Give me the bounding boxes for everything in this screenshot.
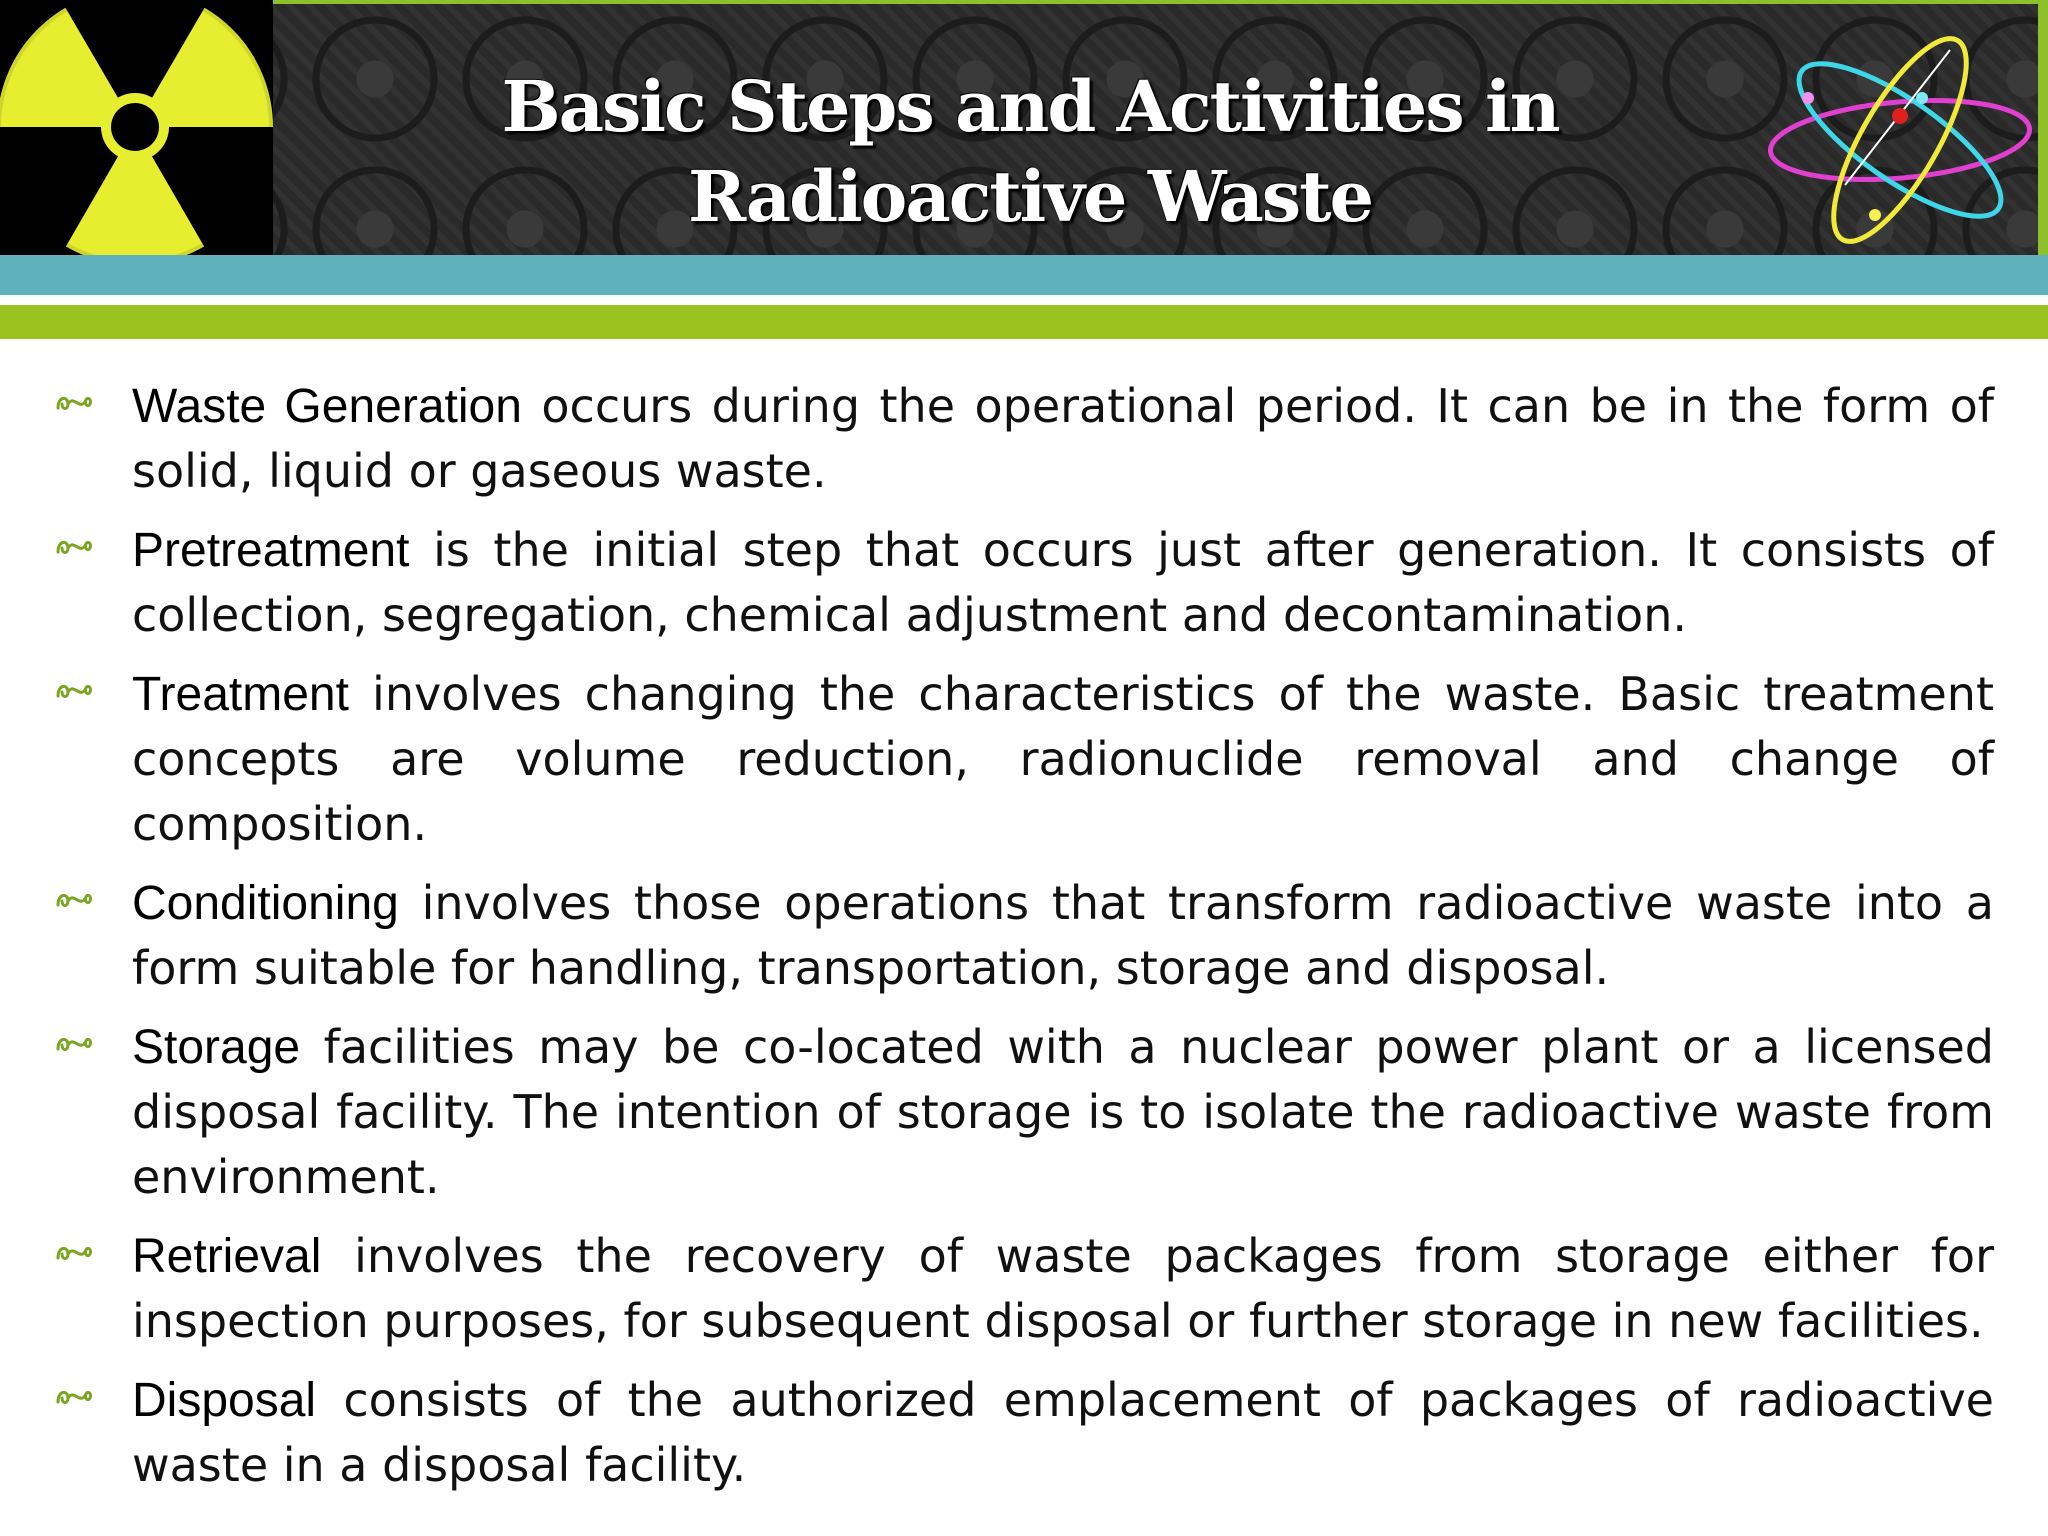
- list-item-pretreatment: [54, 518, 1994, 648]
- title-line-2: Radioactive Waste: [687, 155, 1372, 238]
- list-item-treatment: [54, 662, 1994, 857]
- scroll-bullet-icon: [54, 1027, 94, 1057]
- divider-gap: [0, 295, 2048, 305]
- item-text: involves the recovery of waste packages from storage either for inspection purposes, for subsequent disposal or further storage in new facilities.: [132, 1229, 1994, 1348]
- item-text: involves changing the characteristics of the waste. Basic treatment concepts are volume reduction, radionuclide removal and change of composition.: [132, 667, 1994, 851]
- item-term: Storage: [132, 1021, 301, 1074]
- scroll-bullet-icon: [54, 1380, 94, 1410]
- item-text: facilities may be co-located with a nuclear power plant or a licensed disposal facility. The intention of storage is to isolate the radioactive waste from environment.: [132, 1020, 1994, 1204]
- item-text: consists of the authorized emplacement of packages of radioactive waste in a disposal facility.: [132, 1373, 1994, 1492]
- green-divider-bar: [0, 305, 2048, 339]
- list-item-storage: [54, 1015, 1994, 1210]
- item-term: Retrieval: [132, 1230, 322, 1283]
- bullet-list: [54, 374, 1994, 1512]
- item-text: involves those operations that transform radioactive waste into a form suitable for handling, transportation, storage and disposal.: [132, 876, 1994, 995]
- header-banner: [0, 0, 2048, 260]
- teal-divider-bar: [0, 255, 2048, 295]
- item-text: is the initial step that occurs just after generation. It consists of collection, segregation, chemical adjustment and decontamination.: [132, 523, 1994, 642]
- title-line-1: Basic Steps and Activities in: [501, 65, 1559, 148]
- scroll-bullet-icon: [54, 386, 94, 416]
- item-term: Conditioning: [132, 877, 399, 930]
- list-item-waste-generation: [54, 374, 1994, 504]
- scroll-bullet-icon: [54, 1236, 94, 1266]
- item-term: Pretreatment: [132, 524, 410, 577]
- list-item-retrieval: [54, 1224, 1994, 1354]
- list-item-conditioning: [54, 871, 1994, 1001]
- item-term: Waste Generation: [132, 380, 522, 433]
- atom-icon: [1750, 20, 2040, 250]
- radiation-trefoil-icon: [0, 0, 273, 255]
- item-term: Disposal: [132, 1374, 317, 1427]
- scroll-bullet-icon: [54, 530, 94, 560]
- scroll-bullet-icon: [54, 674, 94, 704]
- item-text: occurs during the operational period. It can be in the form of solid, liquid or gaseous waste.: [132, 379, 1994, 498]
- list-item-disposal: [54, 1368, 1994, 1498]
- item-term: Treatment: [132, 668, 349, 721]
- scroll-bullet-icon: [54, 883, 94, 913]
